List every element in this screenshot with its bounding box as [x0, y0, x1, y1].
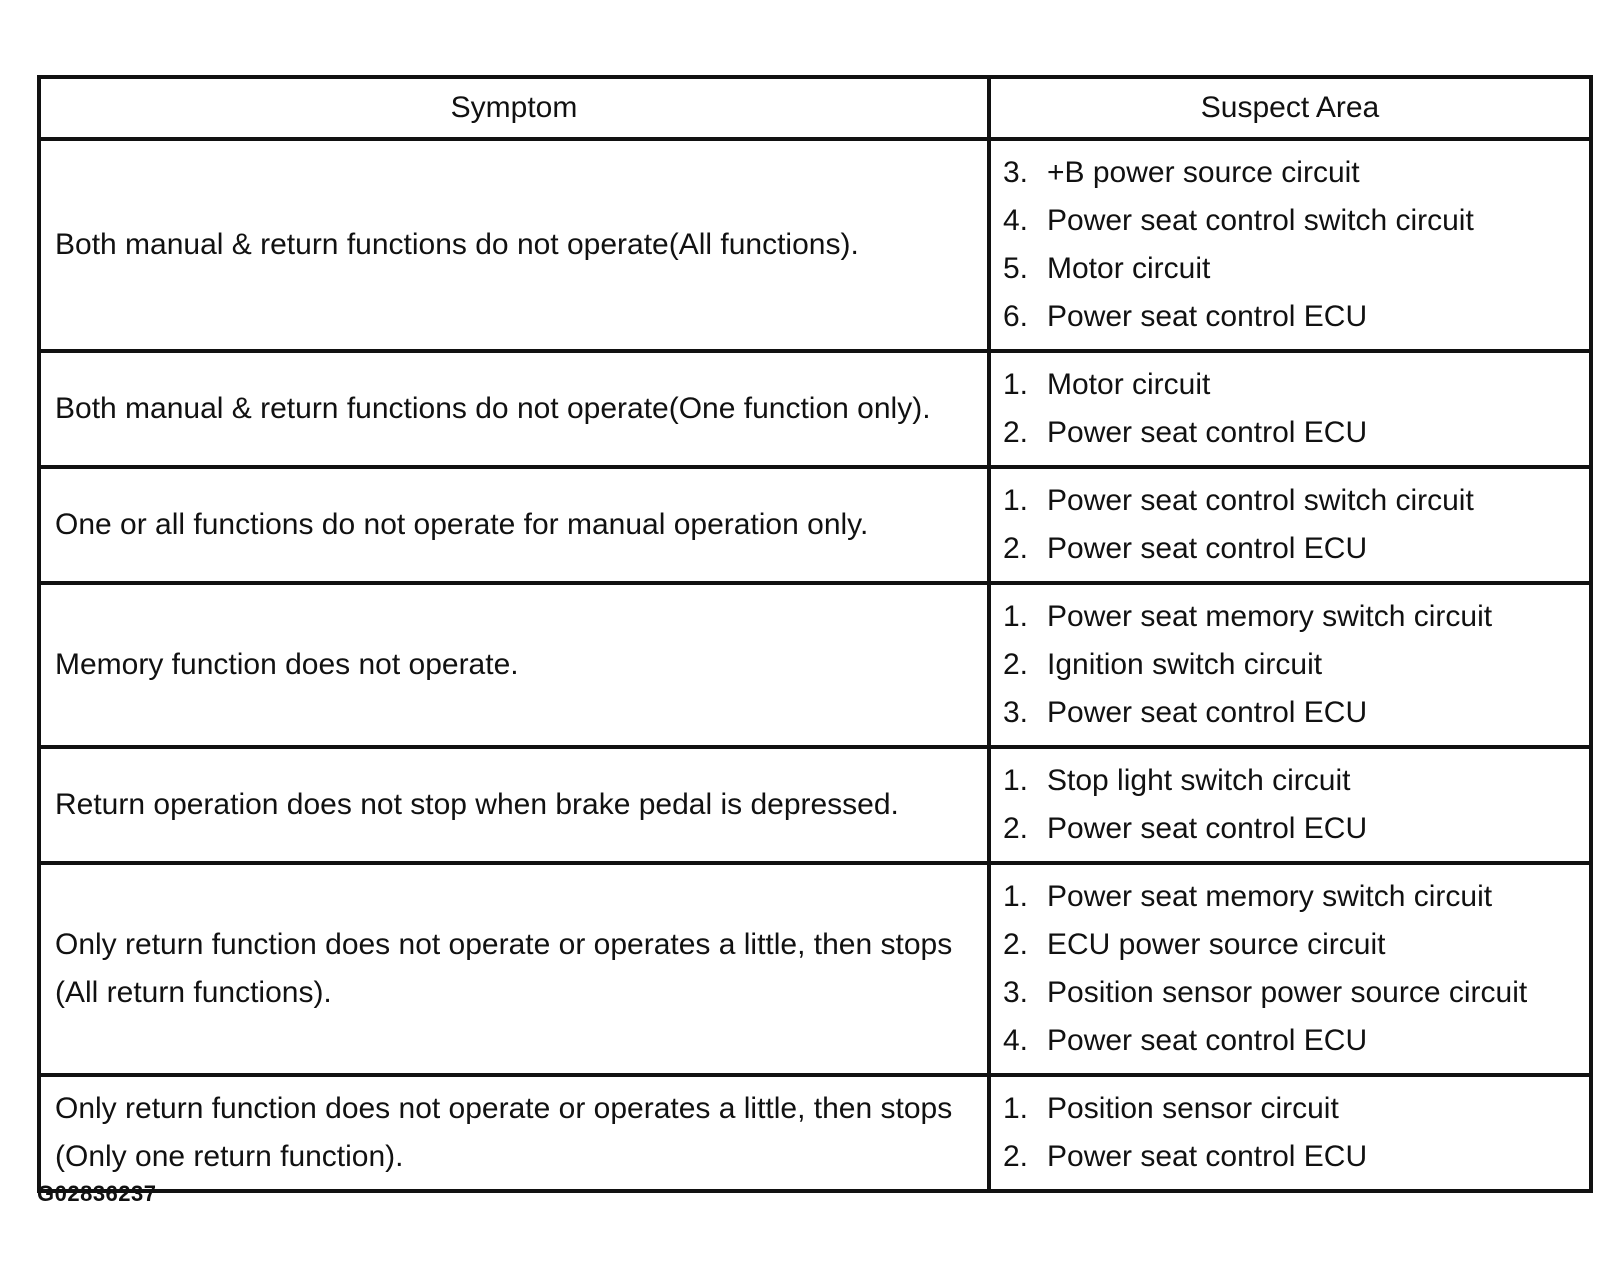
- suspect-item: [1003, 689, 1579, 737]
- suspect-item-text: Power seat control ECU: [1047, 416, 1368, 449]
- suspect-item-number: 1.: [1003, 368, 1029, 401]
- suspect-item-text: ECU power source circuit: [1047, 928, 1386, 961]
- suspect-item-text: Power seat control ECU: [1047, 696, 1368, 729]
- suspect-item-text: Position sensor power source circuit: [1047, 976, 1528, 1009]
- suspect-item-number: 2.: [1003, 532, 1029, 565]
- suspect-item: [1003, 593, 1579, 641]
- suspect-item: [1003, 969, 1579, 1017]
- suspect-item-number: 1.: [1003, 484, 1029, 517]
- suspect-item-text: Stop light switch circuit: [1047, 764, 1351, 797]
- suspect-area-cell: [989, 467, 1591, 583]
- suspect-item-number: 1.: [1003, 600, 1029, 633]
- suspect-item-text: Power seat control ECU: [1047, 300, 1368, 333]
- suspect-item-number: 2.: [1003, 928, 1029, 961]
- symptom-column-header: Symptom: [39, 77, 989, 139]
- table-row: [39, 747, 1591, 863]
- suspect-item: [1003, 477, 1579, 525]
- suspect-list: [1003, 477, 1579, 573]
- suspect-item-text: Motor circuit: [1047, 368, 1211, 401]
- suspect-item-number: 2.: [1003, 1140, 1029, 1173]
- table-row: [39, 583, 1591, 747]
- suspect-item: [1003, 361, 1579, 409]
- symptom-cell: Both manual & return functions do not operate(One function only).: [39, 351, 989, 467]
- suspect-list: [1003, 1085, 1579, 1181]
- suspect-item-text: Power seat control ECU: [1047, 532, 1368, 565]
- symptom-table: [37, 75, 1593, 1193]
- suspect-item-text: Ignition switch circuit: [1047, 648, 1323, 681]
- suspect-item: [1003, 873, 1579, 921]
- suspect-item-number: 3.: [1003, 696, 1029, 729]
- suspect-list: [1003, 873, 1579, 1065]
- table-body: [39, 139, 1591, 1191]
- suspect-item: [1003, 921, 1579, 969]
- suspect-item-number: 4.: [1003, 204, 1029, 237]
- table-row: [39, 139, 1591, 351]
- suspect-item: [1003, 805, 1579, 853]
- suspect-item-text: Power seat control ECU: [1047, 812, 1368, 845]
- suspect-item: [1003, 1133, 1579, 1181]
- suspect-item-text: Power seat memory switch circuit: [1047, 600, 1493, 633]
- suspect-list: [1003, 757, 1579, 853]
- suspect-item-text: Power seat memory switch circuit: [1047, 880, 1493, 913]
- suspect-item: [1003, 293, 1579, 341]
- suspect-item-text: +B power source circuit: [1047, 156, 1360, 189]
- suspect-area-cell: [989, 1075, 1591, 1191]
- suspect-item: [1003, 757, 1579, 805]
- symptom-cell: Both manual & return functions do not operate(All functions).: [39, 139, 989, 351]
- suspect-area-cell: [989, 747, 1591, 863]
- suspect-item-text: Position sensor circuit: [1047, 1092, 1339, 1125]
- symptom-cell: One or all functions do not operate for manual operation only.: [39, 467, 989, 583]
- suspect-item: [1003, 197, 1579, 245]
- suspect-item-number: 2.: [1003, 812, 1029, 845]
- figure-code: G02836237: [37, 1181, 157, 1206]
- suspect-item: [1003, 409, 1579, 457]
- suspect-item-number: 1.: [1003, 764, 1029, 797]
- symptom-cell: Memory function does not operate.: [39, 583, 989, 747]
- suspect-item-number: 2.: [1003, 648, 1029, 681]
- suspect-list: [1003, 149, 1579, 341]
- table-row: [39, 1075, 1591, 1191]
- suspect-area-cell: [989, 351, 1591, 467]
- suspect-item: [1003, 149, 1579, 197]
- suspect-item-text: Power seat control ECU: [1047, 1024, 1368, 1057]
- symptom-cell: Return operation does not stop when brake pedal is depressed.: [39, 747, 989, 863]
- suspect-area-cell: [989, 139, 1591, 351]
- suspect-item-number: 5.: [1003, 252, 1029, 285]
- table-row: [39, 863, 1591, 1075]
- suspect-item-number: 3.: [1003, 976, 1029, 1009]
- table-row: [39, 467, 1591, 583]
- suspect-item-number: 4.: [1003, 1024, 1029, 1057]
- suspect-item-number: 1.: [1003, 1092, 1029, 1125]
- symptom-cell: Only return function does not operate or operates a little, then stops (All return functions).: [39, 863, 989, 1075]
- suspect-item: [1003, 641, 1579, 689]
- suspect-item: [1003, 525, 1579, 573]
- suspect-item-text: Power seat control switch circuit: [1047, 484, 1474, 517]
- suspect-item: [1003, 245, 1579, 293]
- suspect-item-number: 2.: [1003, 416, 1029, 449]
- suspect-item-number: 1.: [1003, 880, 1029, 913]
- suspect-item-number: 3.: [1003, 156, 1029, 189]
- suspect-item-text: Motor circuit: [1047, 252, 1211, 285]
- suspect-area-cell: [989, 583, 1591, 747]
- suspect-area-cell: [989, 863, 1591, 1075]
- suspect-item-text: Power seat control ECU: [1047, 1140, 1368, 1173]
- suspect-list: [1003, 361, 1579, 457]
- table-header-row: [39, 77, 1591, 139]
- document-sheet: [37, 75, 1589, 1193]
- suspect-item-text: Power seat control switch circuit: [1047, 204, 1474, 237]
- suspect-item: [1003, 1017, 1579, 1065]
- suspect-item-number: 6.: [1003, 300, 1029, 333]
- suspect-item: [1003, 1085, 1579, 1133]
- suspect-area-column-header: Suspect Area: [989, 77, 1591, 139]
- symptom-cell: Only return function does not operate or operates a little, then stops (Only one return function).: [39, 1075, 989, 1191]
- table-row: [39, 351, 1591, 467]
- suspect-list: [1003, 593, 1579, 737]
